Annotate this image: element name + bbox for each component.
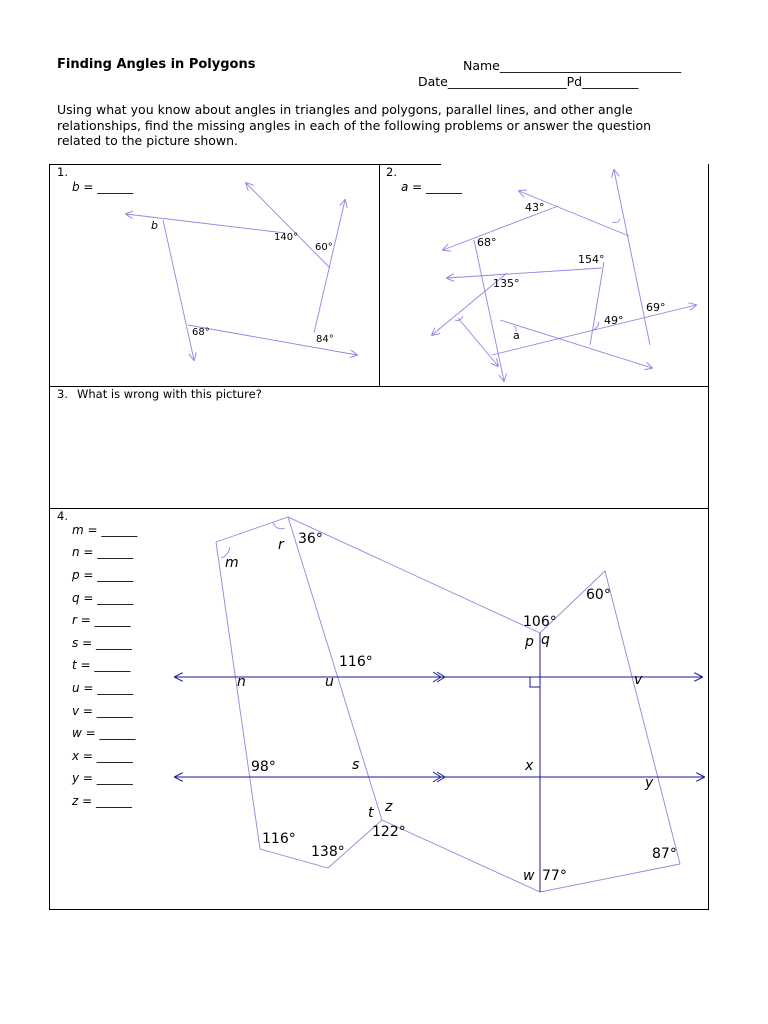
p4-label-87: 87° bbox=[652, 846, 677, 862]
p4-label-v: v bbox=[634, 672, 643, 688]
p4-labels bbox=[225, 531, 677, 884]
problem2-answer: a = ______ bbox=[401, 180, 463, 194]
p2-label-68: 68° bbox=[477, 236, 497, 249]
p2-ray-154-leg bbox=[590, 262, 604, 345]
p4-label-122: 122° bbox=[372, 824, 406, 840]
p4-label-z: z bbox=[385, 799, 393, 815]
p4-label-x: x bbox=[525, 758, 534, 774]
p4-label-u: u bbox=[325, 674, 334, 690]
p1-label-b: b bbox=[151, 219, 158, 232]
name-line: Name_____________________________ bbox=[463, 58, 682, 73]
p2-arc2 bbox=[455, 316, 463, 321]
p1-upper-right-ray bbox=[246, 183, 330, 268]
p4-label-t: t bbox=[368, 805, 374, 821]
p2-label-69: 69° bbox=[646, 301, 666, 314]
answer-m: m = ______ bbox=[72, 523, 138, 537]
p1-label-68: 68° bbox=[192, 327, 210, 338]
answer-t: t = ______ bbox=[72, 658, 131, 672]
p4-label-116-top: 116° bbox=[339, 654, 373, 670]
answer-u: u = ______ bbox=[72, 681, 134, 695]
p4-label-77: 77° bbox=[542, 868, 567, 884]
p4-label-q: q bbox=[541, 632, 550, 648]
p2-label-135: 135° bbox=[493, 277, 520, 290]
answer-v: v = ______ bbox=[72, 704, 133, 718]
date-period-line: Date___________________Pd_________ bbox=[418, 74, 639, 89]
p4-label-138: 138° bbox=[311, 844, 345, 860]
p4-label-116-bottom: 116° bbox=[262, 831, 296, 847]
p4-label-p: p bbox=[525, 634, 534, 650]
p4-arc-r bbox=[273, 522, 285, 529]
problem1-number: 1. bbox=[57, 165, 68, 179]
p2-ray-68 bbox=[474, 240, 504, 381]
page-title: Finding Angles in Polygons bbox=[57, 57, 256, 72]
p4-label-98: 98° bbox=[251, 759, 276, 775]
p4-label-r: r bbox=[278, 537, 284, 553]
p1-top-ray bbox=[126, 214, 285, 233]
p4-label-y: y bbox=[645, 775, 654, 791]
p2-ray-154 bbox=[447, 268, 602, 278]
p4-label-60: 60° bbox=[586, 587, 611, 603]
answer-z: z = ______ bbox=[72, 794, 132, 808]
p1-label-140: 140° bbox=[274, 232, 299, 243]
p1-right-ray bbox=[314, 200, 345, 333]
p4-label-w: w bbox=[523, 868, 535, 884]
answer-y: y = ______ bbox=[72, 771, 133, 785]
p4-label-36: 36° bbox=[298, 531, 323, 547]
p4-label-s: s bbox=[352, 757, 360, 773]
problem4-number: 4. bbox=[57, 509, 68, 523]
answer-r: r = ______ bbox=[72, 613, 131, 627]
problem2-figure bbox=[432, 170, 696, 381]
p2-label-a: a bbox=[513, 329, 520, 342]
answer-s: s = ______ bbox=[72, 636, 132, 650]
p1-left-ray bbox=[163, 220, 194, 360]
problem3-number: 3. bbox=[57, 387, 68, 401]
p2-label-154: 154° bbox=[578, 253, 605, 266]
p4-right-angle-mark bbox=[530, 677, 540, 687]
answer-p: p = ______ bbox=[72, 568, 134, 582]
p2-arc bbox=[612, 219, 620, 223]
problem3-question: What is wrong with this picture? bbox=[77, 387, 262, 401]
p1-label-60: 60° bbox=[315, 242, 333, 253]
p2-label-43: 43° bbox=[525, 201, 545, 214]
instructions: Using what you know about angles in triangles and polygons, parallel lines, and other angle relationships, find the missing angles in each of the following problems or answer the question related to the picture shown. bbox=[57, 102, 652, 148]
answer-q: q = ______ bbox=[72, 591, 134, 605]
p2-ray-a bbox=[500, 320, 652, 368]
problem2-number: 2. bbox=[386, 165, 397, 179]
problem1-answer: b = ______ bbox=[72, 180, 134, 194]
p1-label-84: 84° bbox=[316, 334, 334, 345]
p4-label-n: n bbox=[237, 674, 246, 690]
p4-label-m: m bbox=[225, 555, 239, 571]
answer-w: w = ______ bbox=[72, 726, 136, 740]
answer-x: x = ______ bbox=[72, 749, 133, 763]
p4-label-106: 106° bbox=[523, 614, 557, 630]
answer-n: n = ______ bbox=[72, 545, 134, 559]
p2-label-49: 49° bbox=[604, 314, 624, 327]
